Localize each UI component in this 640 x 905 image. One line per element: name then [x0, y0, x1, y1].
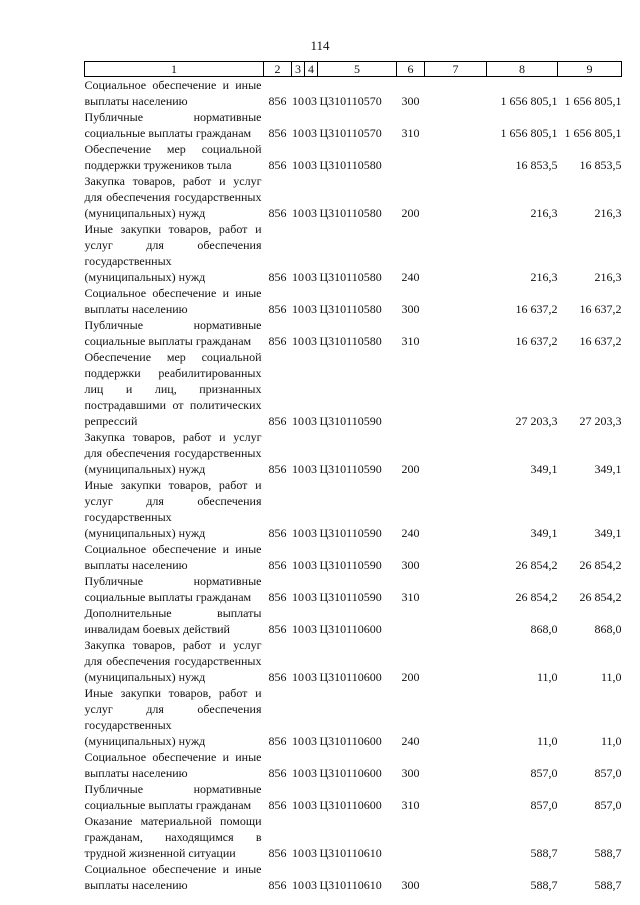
amount-cell: 16 853,5 [515, 158, 558, 172]
target-article-cell: Ц310110600 [319, 798, 382, 812]
amount-cell: 868,0 [594, 622, 622, 636]
amount-cell: 588,7 [594, 846, 622, 860]
subsection-cell: 03 [305, 798, 317, 812]
ved-cell: 856 [268, 206, 287, 220]
table-row [85, 541, 622, 573]
col7-cell [425, 173, 487, 221]
header-cell: 6 [397, 62, 425, 77]
section-cell: 10 [292, 414, 304, 428]
subsection-cell: 03 [305, 622, 317, 636]
col7-cell [425, 349, 487, 429]
amount-cell: 588,7 [530, 846, 558, 860]
target-article-cell: Ц310110590 [319, 590, 382, 604]
amount-cell: 349,1 [594, 526, 622, 540]
table-row [85, 349, 622, 429]
table-row [85, 605, 622, 637]
row-name-cell: Публичные нормативные социальные выплаты гражданам [84, 782, 262, 812]
amount-cell: 11,0 [536, 734, 558, 748]
amount-cell: 16 637,2 [515, 302, 558, 316]
target-article-cell: Ц310110580 [319, 334, 382, 348]
section-cell: 10 [292, 334, 304, 348]
ved-cell: 856 [268, 302, 287, 316]
table-row [85, 285, 622, 317]
row-name-cell: Обеспечение мер социальной поддержки реабилитированных лиц и лиц, признанных пострадавшими от политических репрессий [84, 350, 262, 428]
expense-type-cell: 240 [401, 270, 420, 284]
expense-type-cell: 310 [401, 798, 420, 812]
subsection-cell: 03 [305, 94, 317, 108]
table-row [85, 477, 622, 541]
row-name-cell: Социальное обеспечение и иные выплаты населению [84, 78, 262, 108]
expense-type-cell: 300 [401, 878, 420, 892]
row-name-cell: Закупка товаров, работ и услуг для обеспечения государственных (муниципальных) нужд [84, 430, 262, 476]
table-row [85, 141, 622, 173]
subsection-cell: 03 [305, 462, 317, 476]
col7-cell [425, 429, 487, 477]
target-article-cell: Ц310110590 [319, 526, 382, 540]
row-name-cell: Иные закупки товаров, работ и услуг для обеспечения государственных (муниципальных) нужд [84, 222, 262, 284]
header-cell: 2 [264, 62, 292, 77]
header-cell: 7 [425, 62, 487, 77]
amount-cell: 868,0 [530, 622, 558, 636]
amount-cell: 857,0 [530, 766, 558, 780]
row-name-cell: Закупка товаров, работ и услуг для обеспечения государственных (муниципальных) нужд [84, 638, 262, 684]
target-article-cell: Ц310110610 [319, 846, 382, 860]
target-article-cell: Ц310110580 [319, 302, 382, 316]
amount-cell: 26 854,2 [579, 558, 622, 572]
subsection-cell: 03 [305, 206, 317, 220]
amount-cell: 1 656 805,1 [564, 126, 622, 140]
table-row [85, 429, 622, 477]
header-cell: 3 [292, 62, 305, 77]
expense-type-cell [397, 605, 425, 637]
ved-cell: 856 [268, 334, 287, 348]
section-cell: 10 [292, 846, 304, 860]
ved-cell: 856 [268, 462, 287, 476]
row-name-cell: Социальное обеспечение и иные выплаты населению [84, 542, 262, 572]
section-cell: 10 [292, 590, 304, 604]
section-cell: 10 [292, 462, 304, 476]
header-cell: 1 [85, 62, 264, 77]
subsection-cell: 03 [305, 302, 317, 316]
table-row [85, 861, 622, 893]
subsection-cell: 03 [305, 414, 317, 428]
amount-cell: 26 854,2 [515, 558, 558, 572]
amount-cell: 16 637,2 [515, 334, 558, 348]
section-cell: 10 [292, 270, 304, 284]
amount-cell: 588,7 [594, 878, 622, 892]
amount-cell: 857,0 [530, 798, 558, 812]
subsection-cell: 03 [305, 846, 317, 860]
section-cell: 10 [292, 878, 304, 892]
amount-cell: 857,0 [594, 798, 622, 812]
amount-cell: 349,1 [594, 462, 622, 476]
target-article-cell: Ц310110600 [319, 766, 382, 780]
table-row [85, 173, 622, 221]
row-name-cell: Дополнительные выплаты инвалидам боевых действий [84, 606, 262, 636]
amount-cell: 216,3 [530, 270, 558, 284]
row-name-cell: Публичные нормативные социальные выплаты гражданам [84, 318, 262, 348]
target-article-cell: Ц310110590 [319, 462, 382, 476]
section-cell: 10 [292, 158, 304, 172]
amount-cell: 1 656 805,1 [500, 94, 558, 108]
section-cell: 10 [292, 94, 304, 108]
expense-type-cell [397, 349, 425, 429]
table-row [85, 637, 622, 685]
col7-cell [425, 541, 487, 573]
page-number: 114 [310, 38, 330, 53]
table-row [85, 781, 622, 813]
row-name-cell: Иные закупки товаров, работ и услуг для обеспечения государственных (муниципальных) нужд [84, 686, 262, 748]
header-cell: 9 [558, 62, 622, 77]
amount-cell: 11,0 [536, 670, 558, 684]
ved-cell: 856 [268, 94, 287, 108]
amount-cell: 26 854,2 [515, 590, 558, 604]
section-cell: 10 [292, 670, 304, 684]
amount-cell: 216,3 [530, 206, 558, 220]
table-row [85, 317, 622, 349]
row-name-cell: Обеспечение мер социальной поддержки тружеников тыла [84, 142, 262, 172]
amount-cell: 11,0 [600, 734, 622, 748]
target-article-cell: Ц310110600 [319, 622, 382, 636]
expense-type-cell: 240 [401, 734, 420, 748]
section-cell: 10 [292, 622, 304, 636]
target-article-cell: Ц310110570 [319, 94, 382, 108]
row-name-cell: Публичные нормативные социальные выплаты гражданам [84, 110, 262, 140]
ved-cell: 856 [268, 846, 287, 860]
amount-cell: 349,1 [530, 526, 558, 540]
row-name-cell: Социальное обеспечение и иные выплаты населению [84, 862, 262, 892]
budget-table [84, 61, 622, 893]
target-article-cell: Ц310110580 [319, 206, 382, 220]
ved-cell: 856 [268, 526, 287, 540]
amount-cell: 27 203,3 [579, 414, 622, 428]
subsection-cell: 03 [305, 334, 317, 348]
subsection-cell: 03 [305, 126, 317, 140]
section-cell: 10 [292, 558, 304, 572]
expense-type-cell: 200 [401, 462, 420, 476]
target-article-cell: Ц310110600 [319, 670, 382, 684]
target-article-cell: Ц310110590 [319, 414, 382, 428]
table-row [85, 573, 622, 605]
header-cell: 4 [305, 62, 318, 77]
col7-cell [425, 317, 487, 349]
target-article-cell: Ц310110600 [319, 734, 382, 748]
amount-cell: 1 656 805,1 [564, 94, 622, 108]
ved-cell: 856 [268, 878, 287, 892]
target-article-cell: Ц310110580 [319, 158, 382, 172]
header-cell: 8 [487, 62, 558, 77]
expense-type-cell: 300 [401, 766, 420, 780]
col7-cell [425, 749, 487, 781]
ved-cell: 856 [268, 670, 287, 684]
section-cell: 10 [292, 798, 304, 812]
expense-type-cell: 310 [401, 590, 420, 604]
col7-cell [425, 781, 487, 813]
table-row [85, 109, 622, 141]
row-name-cell: Социальное обеспечение и иные выплаты населению [84, 750, 262, 780]
table-row [85, 77, 622, 110]
subsection-cell: 03 [305, 766, 317, 780]
col7-cell [425, 141, 487, 173]
ved-cell: 856 [268, 558, 287, 572]
col7-cell [425, 285, 487, 317]
amount-cell: 16 853,5 [579, 158, 622, 172]
amount-cell: 1 656 805,1 [500, 126, 558, 140]
table-row [85, 685, 622, 749]
table-row [85, 813, 622, 861]
expense-type-cell [397, 813, 425, 861]
amount-cell: 16 637,2 [579, 334, 622, 348]
col7-cell [425, 637, 487, 685]
ved-cell: 856 [268, 622, 287, 636]
row-name-cell: Социальное обеспечение и иные выплаты населению [84, 286, 262, 316]
amount-cell: 216,3 [594, 270, 622, 284]
subsection-cell: 03 [305, 558, 317, 572]
amount-cell: 857,0 [594, 766, 622, 780]
table-row [85, 749, 622, 781]
table-row [85, 221, 622, 285]
ved-cell: 856 [268, 766, 287, 780]
ved-cell: 856 [268, 590, 287, 604]
col7-cell [425, 109, 487, 141]
target-article-cell: Ц310110570 [319, 126, 382, 140]
col7-cell [425, 573, 487, 605]
table-header-row [85, 62, 622, 77]
subsection-cell: 03 [305, 590, 317, 604]
expense-type-cell: 300 [401, 558, 420, 572]
subsection-cell: 03 [305, 158, 317, 172]
subsection-cell: 03 [305, 526, 317, 540]
amount-cell: 26 854,2 [579, 590, 622, 604]
expense-type-cell [397, 141, 425, 173]
section-cell: 10 [292, 302, 304, 316]
section-cell: 10 [292, 206, 304, 220]
section-cell: 10 [292, 734, 304, 748]
col7-cell [425, 77, 487, 110]
expense-type-cell: 300 [401, 302, 420, 316]
target-article-cell: Ц310110610 [319, 878, 382, 892]
target-article-cell: Ц310110590 [319, 558, 382, 572]
section-cell: 10 [292, 126, 304, 140]
subsection-cell: 03 [305, 670, 317, 684]
amount-cell: 588,7 [530, 878, 558, 892]
section-cell: 10 [292, 526, 304, 540]
col7-cell [425, 477, 487, 541]
row-name-cell: Оказание материальной помощи гражданам, находящимся в трудной жизненной ситуации [84, 814, 262, 860]
amount-cell: 216,3 [594, 206, 622, 220]
expense-type-cell: 310 [401, 334, 420, 348]
col7-cell [425, 685, 487, 749]
expense-type-cell: 200 [401, 670, 420, 684]
amount-cell: 27 203,3 [515, 414, 558, 428]
ved-cell: 856 [268, 798, 287, 812]
section-cell: 10 [292, 766, 304, 780]
amount-cell: 11,0 [600, 670, 622, 684]
subsection-cell: 03 [305, 878, 317, 892]
ved-cell: 856 [268, 734, 287, 748]
amount-cell: 16 637,2 [579, 302, 622, 316]
col7-cell [425, 605, 487, 637]
header-cell: 5 [318, 62, 397, 77]
amount-cell: 349,1 [530, 462, 558, 476]
col7-cell [425, 861, 487, 893]
target-article-cell: Ц310110580 [319, 270, 382, 284]
row-name-cell: Публичные нормативные социальные выплаты гражданам [84, 574, 262, 604]
subsection-cell: 03 [305, 270, 317, 284]
ved-cell: 856 [268, 270, 287, 284]
expense-type-cell: 240 [401, 526, 420, 540]
subsection-cell: 03 [305, 734, 317, 748]
expense-type-cell: 200 [401, 206, 420, 220]
expense-type-cell: 310 [401, 126, 420, 140]
row-name-cell: Иные закупки товаров, работ и услуг для обеспечения государственных (муниципальных) нужд [84, 478, 262, 540]
row-name-cell: Закупка товаров, работ и услуг для обеспечения государственных (муниципальных) нужд [84, 174, 262, 220]
col7-cell [425, 813, 487, 861]
ved-cell: 856 [268, 126, 287, 140]
expense-type-cell: 300 [401, 94, 420, 108]
ved-cell: 856 [268, 158, 287, 172]
col7-cell [425, 221, 487, 285]
ved-cell: 856 [268, 414, 287, 428]
